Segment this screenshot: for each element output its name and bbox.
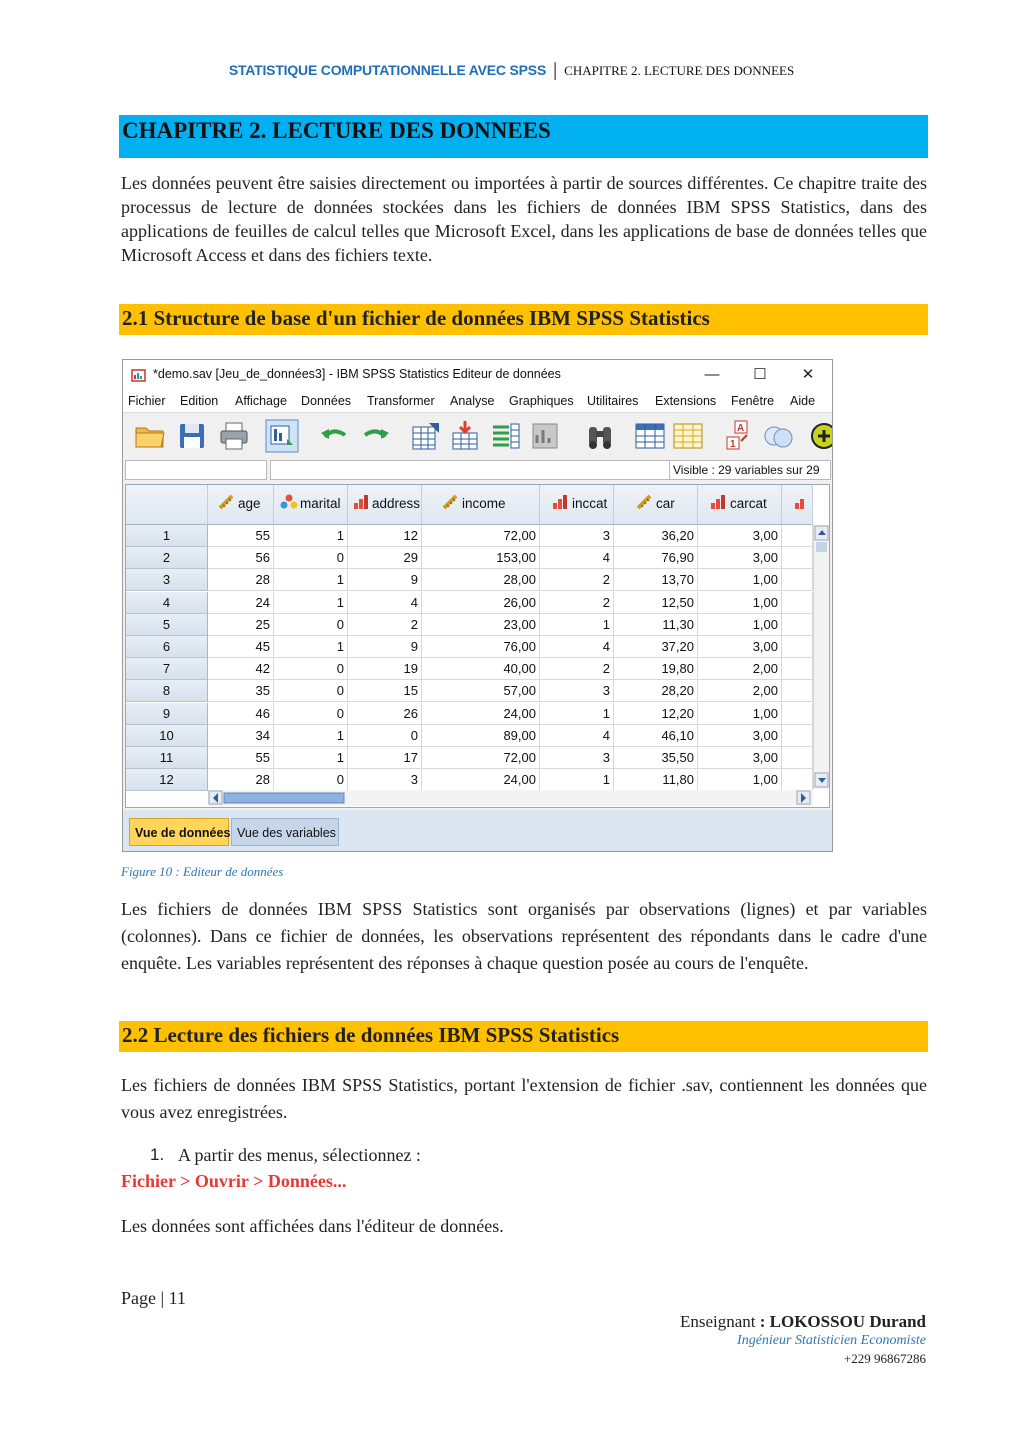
spss-data-editor-window [122,359,833,852]
section-heading-2-2: 2.2 Lecture des fichiers de données IBM SPSS Statistics [119,1021,928,1052]
table-cell[interactable]: 36,20 [614,525,698,547]
add-extension-icon[interactable] [807,419,833,453]
teacher-label: Enseignant [679,1312,756,1331]
table-cell[interactable]: 4 [348,592,422,614]
table-cell[interactable]: 2,00 [698,658,782,680]
table-cell[interactable] [782,525,813,547]
print-icon[interactable] [217,419,251,453]
table-cell[interactable]: 24,00 [422,703,540,725]
view-tabs [123,810,832,852]
table-cell[interactable]: 12 [348,525,422,547]
table-cell[interactable] [782,769,813,791]
scale-ruler-icon [442,494,458,510]
ordinal-bars-icon [353,494,369,510]
menu-utilitaires[interactable]: Utilitaires [587,394,639,408]
column-header-age[interactable]: age [208,485,274,525]
row-header[interactable]: 1 [126,525,208,547]
window-title: *demo.sav [Jeu_de_données3] - IBM SPSS Statistics Editeur de données [153,367,561,381]
running-header [0,60,1023,81]
table-cell[interactable]: 72,00 [422,525,540,547]
table-cell[interactable]: 55 [208,747,274,769]
menu-path: Fichier > Ouvrir > Données... [121,1171,347,1191]
row-header[interactable]: 6 [126,636,208,658]
step-number: 1. [150,1145,165,1164]
menu-bar [123,390,832,412]
cell-value-field[interactable] [270,460,670,480]
menu-aide[interactable]: Aide [790,394,816,408]
table-cell[interactable]: 37,20 [614,636,698,658]
table-cell[interactable]: 3,00 [698,747,782,769]
menu-transformer[interactable]: Transformer [367,394,435,408]
table-cell[interactable]: 45 [208,636,274,658]
table-cell[interactable]: 35,50 [614,747,698,769]
table-cell[interactable]: 89,00 [422,725,540,747]
goto-variable-icon[interactable] [449,419,483,453]
header-book-title: STATISTIQUE COMPUTATIONNELLE AVEC SPSS [228,62,547,78]
table-cell[interactable]: 4 [540,725,614,747]
vertical-scrollbar-arrows [814,525,830,789]
row-header[interactable]: 3 [126,569,208,591]
run-descriptives-icon[interactable] [529,419,563,453]
table-cell[interactable]: 11,80 [614,769,698,791]
step-text: A partir des menus, sélectionnez : [178,1145,421,1165]
row-header[interactable]: 7 [126,658,208,680]
row-header[interactable]: 2 [126,547,208,569]
tab-data-view[interactable]: Vue de données [129,818,229,846]
table-cell[interactable]: 29 [348,547,422,569]
table-cell[interactable]: 46 [208,703,274,725]
table-cell[interactable]: 19 [348,658,422,680]
table-cell[interactable]: 12,20 [614,703,698,725]
table-cell[interactable]: 9 [348,636,422,658]
table-cell[interactable]: 76,00 [422,636,540,658]
table-cell[interactable]: 3 [540,525,614,547]
table-cell[interactable] [782,592,813,614]
column-header-carcat[interactable]: carcat [698,485,782,525]
table-cell[interactable]: 42 [208,658,274,680]
table-cell[interactable] [782,703,813,725]
step-1 [150,1145,421,1166]
table-cell[interactable]: 153,00 [422,547,540,569]
section-heading-2-1: 2.1 Structure de base d'un fichier de données IBM SPSS Statistics [119,304,928,335]
nominal-circles-icon [280,494,298,510]
undo-icon[interactable] [317,419,351,453]
table-cell[interactable]: 3 [348,769,422,791]
row-header[interactable]: 8 [126,680,208,702]
table-cell[interactable] [782,658,813,680]
table-cell[interactable]: 2,00 [698,680,782,702]
table-cell[interactable]: 0 [274,658,348,680]
table-cell[interactable] [782,547,813,569]
table-cell[interactable]: 2 [540,658,614,680]
goto-case-icon[interactable] [409,419,443,453]
toolbar [123,412,832,459]
menu-affichage[interactable]: Affichage [235,394,287,408]
table-cell[interactable]: 25 [208,614,274,636]
table-cell[interactable]: 9 [348,569,422,591]
table-cell[interactable] [782,569,813,591]
table-cell[interactable]: 0 [274,547,348,569]
insert-cases-icon[interactable] [633,419,667,453]
table-cell[interactable]: 19,80 [614,658,698,680]
menu-extensions[interactable]: Extensions [655,394,717,408]
row-header[interactable]: 12 [126,769,208,791]
column-header-inccat[interactable]: inccat [540,485,614,525]
svg-text:1: 1 [730,439,736,450]
table-cell[interactable]: 55 [208,525,274,547]
table-cell[interactable]: 3,00 [698,636,782,658]
table-cell[interactable]: 1,00 [698,569,782,591]
spss-app-icon [131,367,147,383]
row-header[interactable]: 9 [126,703,208,725]
column-header-partial[interactable] [782,485,813,525]
table-cell[interactable]: 0 [274,680,348,702]
table-cell[interactable]: 3 [540,747,614,769]
table-cell[interactable] [782,747,813,769]
visible-variables-indicator: Visible : 29 variables sur 29 [669,460,831,480]
data-grid [125,484,830,808]
table-cell[interactable] [782,725,813,747]
dialog-recall-icon[interactable] [265,419,299,453]
menu-fenetre[interactable]: Fenêtre [731,394,775,408]
display-paragraph: Les données sont affichées dans l'éditeur de données. [121,1216,504,1236]
ordinal-bars-icon [710,494,726,510]
table-cell[interactable]: 26,00 [422,592,540,614]
corner-header[interactable] [126,485,208,525]
table-cell[interactable]: 1,00 [698,703,782,725]
table-cell[interactable]: 2 [348,614,422,636]
table-cell[interactable]: 0 [348,725,422,747]
table-cell[interactable]: 17 [348,747,422,769]
table-cell[interactable]: 0 [274,614,348,636]
teacher-name: : LOKOSSOU Durand [759,1312,926,1331]
table-cell[interactable]: 3,00 [698,525,782,547]
table-cell[interactable] [782,614,813,636]
insert-variable-icon[interactable] [671,419,705,453]
table-cell[interactable]: 1 [540,769,614,791]
table-cell[interactable]: 1,00 [698,592,782,614]
variables-icon[interactable] [489,419,523,453]
table-cell[interactable]: 2 [540,569,614,591]
table-cell[interactable]: 12,50 [614,592,698,614]
table-cell[interactable]: 28 [208,569,274,591]
ordinal-bars-icon [794,494,810,510]
menu-fichier[interactable]: Fichier [128,394,166,408]
teacher-phone: +229 96867286 [843,1351,926,1366]
table-cell[interactable]: 1 [274,725,348,747]
table-cell[interactable] [782,636,813,658]
table-cell[interactable]: 1 [274,747,348,769]
table-cell[interactable]: 0 [274,703,348,725]
teacher-title: Ingénieur Statisticien Economiste [737,1333,926,1348]
scale-ruler-icon [218,494,234,510]
table-cell[interactable]: 11,30 [614,614,698,636]
redo-icon[interactable] [359,419,393,453]
open-folder-icon[interactable] [133,419,167,453]
row-header[interactable]: 10 [126,725,208,747]
column-header-marital[interactable]: marital [274,485,348,525]
table-cell[interactable]: 24,00 [422,769,540,791]
intro-paragraph: Les données peuvent être saisies directement ou importées à partir de sources différentes. Ce chapitre traite des processus de lecture de données stockées dans les fichiers de données IBM SPSS Statistics, dans des applications de feuilles de calcul telles que Microsoft Excel, dans les applications de base de données telles que Microsoft Access et dans des fichiers texte. [121,173,927,265]
row-header[interactable]: 5 [126,614,208,636]
table-cell[interactable]: 1 [274,569,348,591]
table-cell[interactable]: 76,90 [614,547,698,569]
table-cell[interactable]: 24 [208,592,274,614]
table-cell[interactable]: 3,00 [698,725,782,747]
table-cell[interactable]: 1 [274,592,348,614]
ordinal-bars-icon [552,494,568,510]
figure-caption: Figure 10 : Editeur de données [121,864,284,879]
table-cell[interactable]: 3 [540,680,614,702]
column-header-address[interactable]: address [348,485,422,525]
table-cell[interactable]: 0 [274,769,348,791]
menu-edition[interactable]: Edition [180,394,219,408]
table-cell[interactable]: 4 [540,547,614,569]
table-cell[interactable]: 4 [540,636,614,658]
table-cell[interactable]: 28 [208,769,274,791]
table-cell[interactable]: 56 [208,547,274,569]
row-header[interactable]: 4 [126,592,208,614]
structure-paragraph: Les fichiers de données IBM SPSS Statistics sont organisés par observations (lignes) et par variables (colonnes). Dans ce fichier de données, les observations représentent des répondants dans le cadre d'une enquête. Les variables représentent des réponses à chaque question posée au cours de l'enquête. [121,899,927,973]
table-cell[interactable]: 35 [208,680,274,702]
header-chapter: CHAPITRE 2. LECTURE DES DONNEES [564,63,795,78]
table-cell[interactable]: 26 [348,703,422,725]
table-cell[interactable]: 1 [540,614,614,636]
table-cell[interactable]: 3,00 [698,547,782,569]
vertical-scrollbar[interactable] [813,525,830,789]
svg-text:A: A [737,423,745,434]
minimize-button[interactable]: — [704,366,720,383]
row-header[interactable]: 11 [126,747,208,769]
table-cell[interactable]: 1,00 [698,614,782,636]
cell-bar [123,459,832,483]
title-bar [123,360,832,390]
menu-analyse[interactable]: Analyse [450,394,495,408]
table-cell[interactable]: 28,00 [422,569,540,591]
close-button[interactable]: ✕ [801,366,815,383]
table-cell[interactable]: 2 [540,592,614,614]
table-cell[interactable]: 1 [274,636,348,658]
table-cell[interactable]: 28,20 [614,680,698,702]
table-cell[interactable]: 13,70 [614,569,698,591]
save-icon[interactable] [175,419,209,453]
sav-paragraph: Les fichiers de données IBM SPSS Statistics, portant l'extension de fichier .sav, contiennent les données que vous avez enregistrées. [121,1075,927,1122]
column-header-income[interactable]: income [422,485,540,525]
table-cell[interactable]: 15 [348,680,422,702]
column-header-car[interactable]: car [614,485,698,525]
horizontal-scrollbar-track [208,790,813,806]
table-cell[interactable]: 1 [540,703,614,725]
table-cell[interactable]: 1,00 [698,769,782,791]
scale-ruler-icon [636,494,652,510]
table-cell[interactable]: 72,00 [422,747,540,769]
cell-reference-field[interactable] [125,460,267,480]
table-cell[interactable]: 23,00 [422,614,540,636]
table-cell[interactable]: 40,00 [422,658,540,680]
table-cell[interactable]: 1 [274,525,348,547]
value-labels-icon[interactable] [723,419,757,453]
maximize-button[interactable]: ☐ [753,366,767,383]
find-icon[interactable] [583,419,617,453]
teacher-block [680,1312,926,1367]
use-sets-icon[interactable] [761,419,795,453]
tab-variable-view[interactable]: Vue des variables [231,818,339,846]
table-cell[interactable]: 34 [208,725,274,747]
table-cell[interactable]: 46,10 [614,725,698,747]
page-number: Page | 11 [121,1288,186,1308]
chapter-title: CHAPITRE 2. LECTURE DES DONNEES [119,115,928,158]
header-separator: | [552,60,559,81]
menu-graphiques[interactable]: Graphiques [509,394,574,408]
table-cell[interactable]: 57,00 [422,680,540,702]
menu-donnees[interactable]: Données [301,394,352,408]
horizontal-scrollbar[interactable] [208,790,813,806]
table-cell[interactable] [782,680,813,702]
